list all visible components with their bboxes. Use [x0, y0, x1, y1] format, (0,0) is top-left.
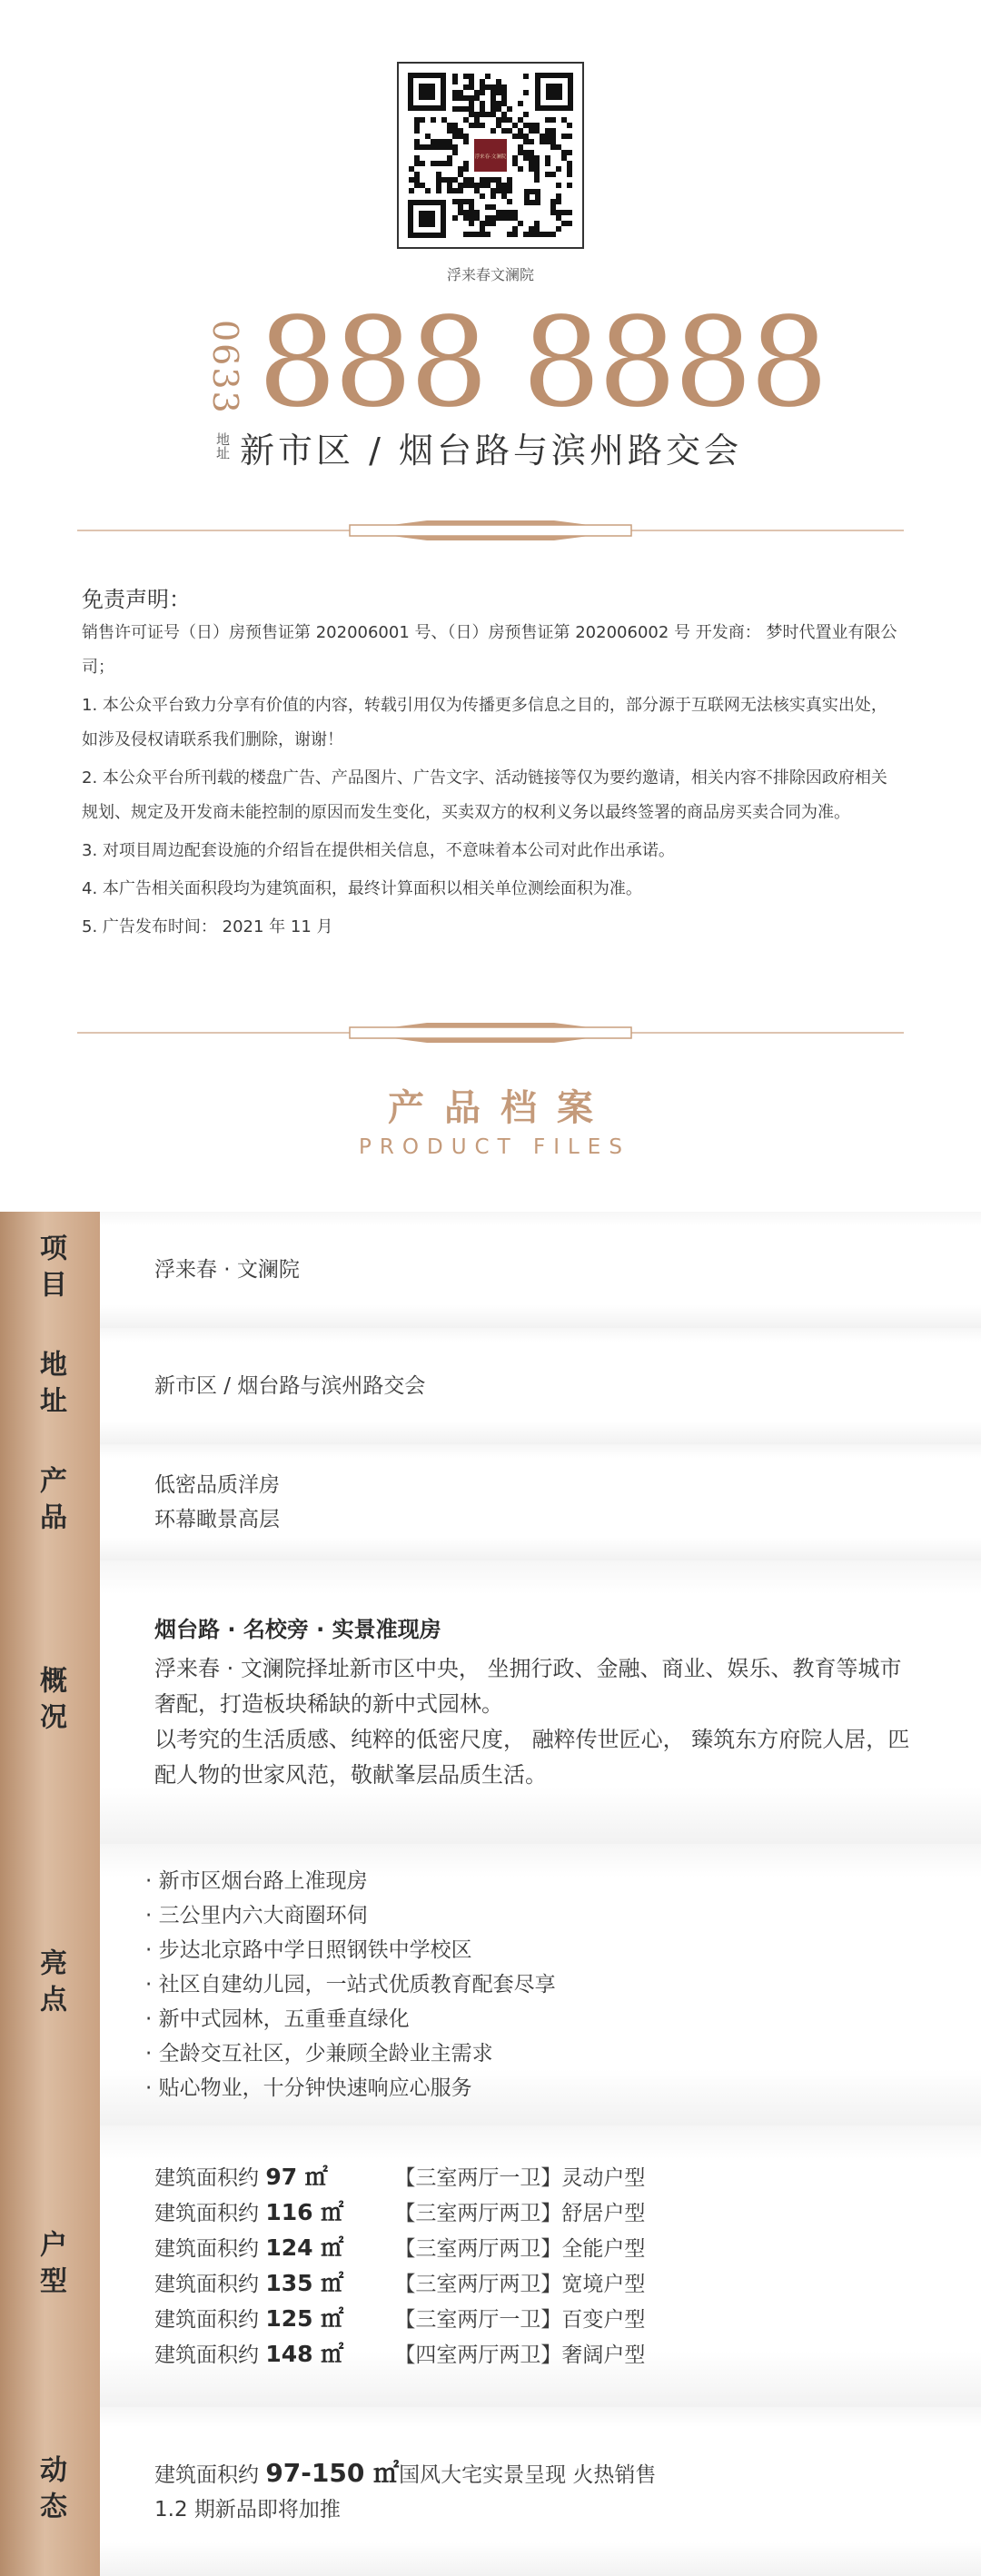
- unit-layout: 【四室两厅两卫】奢阔户型: [394, 2343, 646, 2367]
- row-label: 亮点: [0, 1844, 100, 2125]
- unit-row: 建筑面积约 125 ㎡ 【三室两厅一卫】百变户型: [154, 2302, 917, 2337]
- highlight-item: · 全龄交互社区，少兼顾全龄业主需求: [145, 2042, 493, 2066]
- highlight-item: · 社区自建幼儿园，一站式优质教育配套尽享: [145, 1973, 556, 1996]
- unit-area: 124 ㎡: [265, 2234, 344, 2261]
- overview-paragraph: 以考究的生活质感、纯粹的低密尺度， 融粹传世匠心， 臻筑东方府院人居，匹配人物的世家风范，敬献峯层品质生活。: [154, 1726, 910, 1788]
- table-row-units: [0, 2125, 981, 2407]
- unit-row: 建筑面积约 148 ㎡ 【四室两厅两卫】奢阔户型: [154, 2337, 917, 2373]
- table-row-overview: [0, 1560, 981, 1844]
- unit-row: 建筑面积约 97 ㎡ 【三室两厅一卫】灵动户型: [154, 2160, 917, 2195]
- row-label: 项目: [0, 1212, 100, 1328]
- product-files-subtitle: PRODUCT FILES: [359, 1135, 630, 1159]
- qr-caption: 浮来春文澜院: [446, 266, 534, 283]
- product-line: 低密品质洋房: [154, 1473, 280, 1497]
- unit-area: 148 ㎡: [265, 2341, 344, 2367]
- address-text: 新市区 / 烟台路与滨州路交会: [240, 431, 742, 471]
- disclaimer-body: [82, 616, 899, 948]
- highlight-item: · 步达北京路中学日照钢铁中学校区: [145, 1938, 472, 1962]
- disclaimer-item: 2. 本公众平台所刊载的楼盘广告、产品图片、广告文字、活动链接等仅为要约邀请，相关内容不排除因政府相关规划、规定及开发商未能控制的原因而发生变化，买卖双方的权利义务以最终签署的商品房买卖合同为准。: [82, 768, 887, 822]
- ornament-divider-bottom: [77, 1016, 904, 1049]
- product-files-title: 产品档案: [388, 1087, 613, 1129]
- ornament-divider-top: [77, 514, 904, 547]
- table-row-highlights: [0, 1844, 981, 2125]
- row-content: [154, 1328, 917, 1444]
- highlight-item: · 新中式园林，五重垂直绿化: [145, 2007, 410, 2031]
- disclaimer-item: 1. 本公众平台致力分享有价值的内容，转载引用仅为传播更多信息之目的，部分源于互联网无法核实真实出处，如涉及侵权请联系我们删除，谢谢！: [82, 696, 887, 749]
- table-row-news: [0, 2407, 981, 2576]
- row-content: [154, 1212, 917, 1328]
- disclaimer-item: 销售许可证号（日）房预售证第 202006001 号、（日）房预售证第 202006002 号 开发商： 梦时代置业有限公司；: [82, 623, 897, 677]
- disclaimer-item: 4. 本广告相关面积段均为建筑面积，最终计算面积以相关单位测绘面积为准。: [82, 879, 642, 898]
- news-line: 1.2 期新品即将加推: [154, 2498, 341, 2522]
- row-content: [154, 2125, 917, 2407]
- qr-logo-text: 浮来春·文澜院: [474, 154, 507, 160]
- overview-paragraph: 浮来春 · 文澜院择址新市区中央， 坐拥行政、金融、商业、娱乐、教育等城市奢配，打造板块稀缺的新中式园林。: [154, 1655, 902, 1717]
- unit-layout: 【三室两厅一卫】灵动户型: [394, 2166, 646, 2190]
- row-content: [154, 1444, 917, 1560]
- news-area: 97-150 ㎡: [265, 2458, 400, 2488]
- row-label: 户型: [0, 2125, 100, 2407]
- project-address: 新市区 / 烟台路与滨州路交会: [154, 1374, 426, 1398]
- row-label: 产品: [0, 1444, 100, 1560]
- overview-headline: 烟台路 · 名校旁 · 实景准现房: [154, 1616, 441, 1642]
- area-code: 0633: [205, 320, 245, 415]
- disclaimer-item: 3. 对项目周边配套设施的介绍旨在提供相关信息，不意味着本公司对此作出承诺。: [82, 841, 675, 860]
- table-row-address: [0, 1328, 981, 1444]
- table-row-product: [0, 1444, 981, 1560]
- highlight-item: · 新市区烟台路上准现房: [145, 1869, 368, 1893]
- unit-layout: 【三室两厅两卫】宽境户型: [394, 2273, 646, 2296]
- qr-code[interactable]: [397, 62, 584, 249]
- highlight-item: · 三公里内六大商圈环伺: [145, 1904, 368, 1927]
- unit-layout: 【三室两厅两卫】舒居户型: [394, 2202, 646, 2225]
- unit-area: 116 ㎡: [265, 2199, 344, 2225]
- unit-row: 建筑面积约 135 ㎡ 【三室两厅两卫】宽境户型: [154, 2266, 917, 2302]
- phone-number[interactable]: 888 8888: [258, 292, 826, 435]
- row-label: 地址: [0, 1328, 100, 1444]
- unit-layout: 【三室两厅一卫】百变户型: [394, 2308, 646, 2332]
- row-content: [154, 2407, 917, 2576]
- disclaimer-title: 免责声明：: [82, 587, 191, 612]
- row-content: [145, 1844, 917, 2125]
- row-label: 概况: [0, 1560, 100, 1844]
- address-label: 地址: [214, 432, 231, 460]
- unit-area: 135 ㎡: [265, 2270, 344, 2296]
- unit-area: 97 ㎡: [265, 2164, 328, 2190]
- disclaimer-item: 5. 广告发布时间： 2021 年 11 月: [82, 917, 333, 936]
- product-line: 环幕瞰景高层: [154, 1508, 280, 1531]
- qr-code-image: [408, 73, 573, 238]
- unit-row: 建筑面积约 124 ㎡ 【三室两厅两卫】全能户型: [154, 2231, 917, 2266]
- table-row-project: [0, 1212, 981, 1328]
- row-label: 动态: [0, 2407, 100, 2576]
- news-line: 建筑面积约 97-150 ㎡国风大宅实景呈现 火热销售: [154, 2458, 657, 2488]
- unit-layout: 【三室两厅两卫】全能户型: [394, 2237, 646, 2261]
- highlight-item: · 贴心物业，十分钟快速响应心服务: [145, 2076, 472, 2100]
- unit-row: 建筑面积约 116 ㎡ 【三室两厅两卫】舒居户型: [154, 2195, 917, 2231]
- unit-area: 125 ㎡: [265, 2305, 344, 2332]
- row-content: [154, 1560, 917, 1844]
- project-name: 浮来春 · 文澜院: [154, 1258, 300, 1282]
